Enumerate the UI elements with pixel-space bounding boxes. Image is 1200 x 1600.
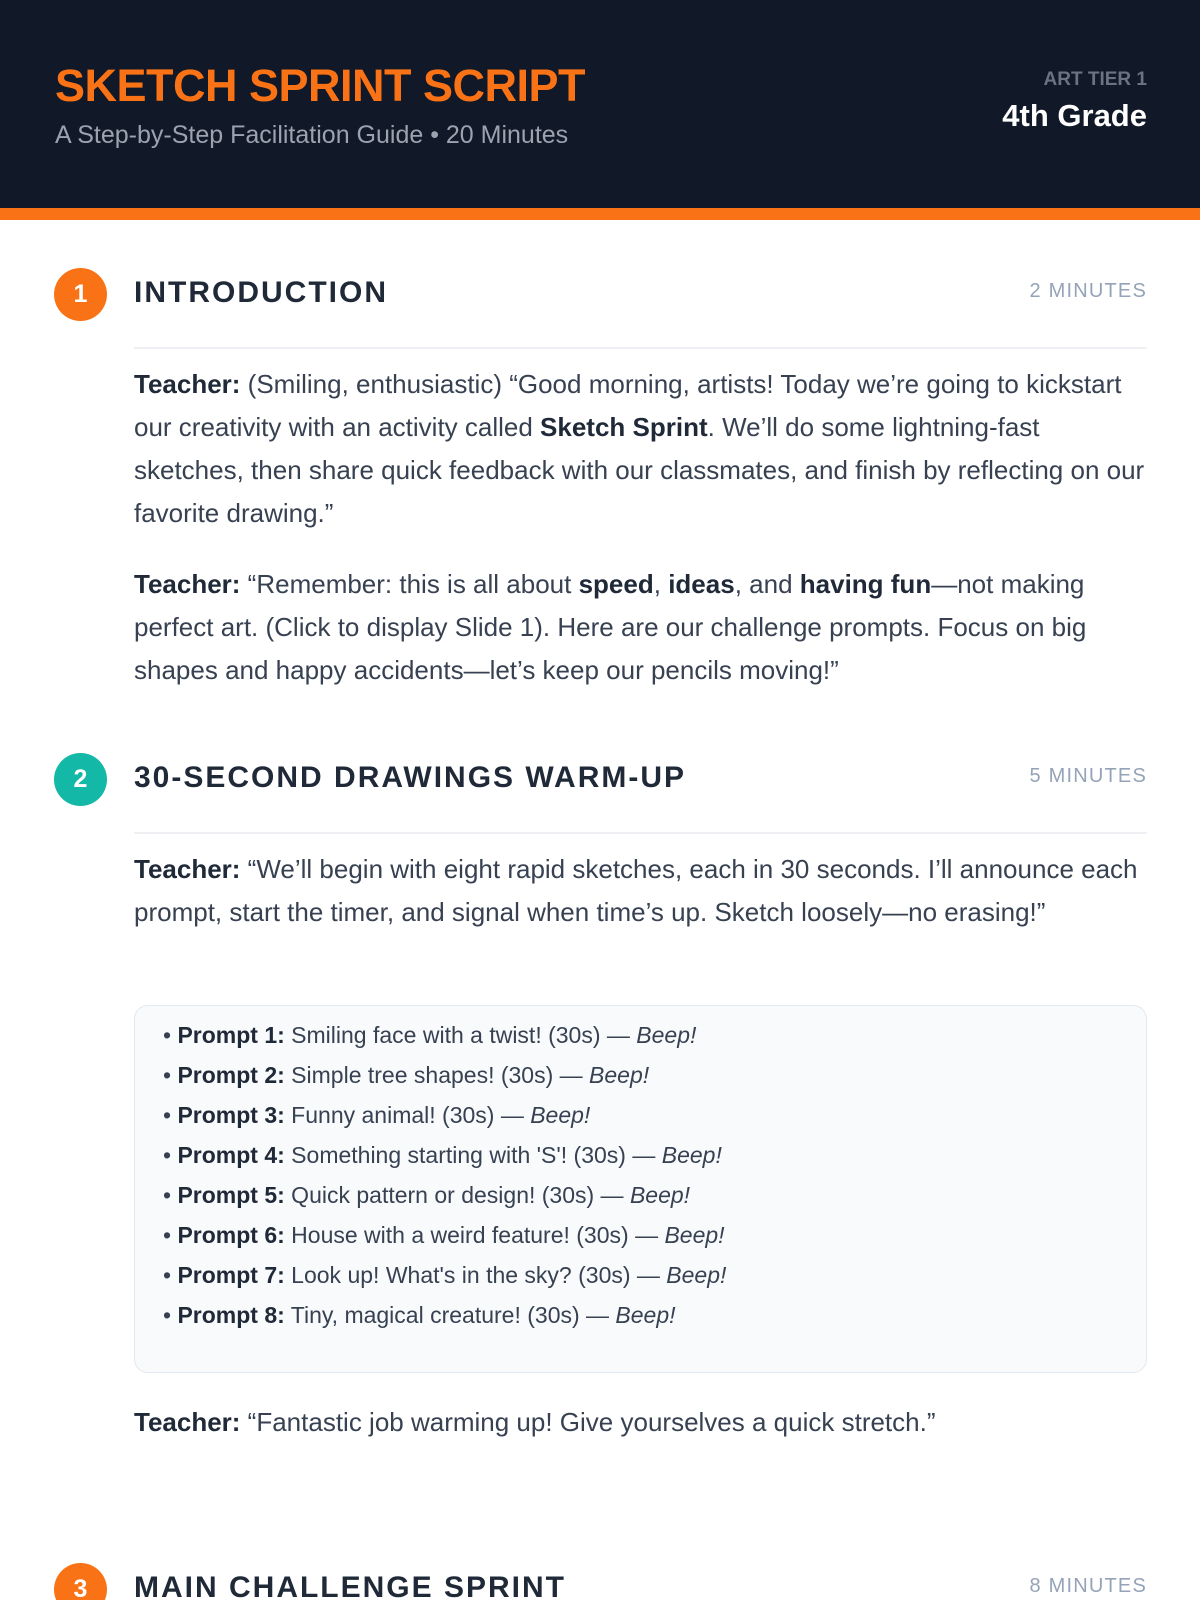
script-text: “Fantastic job warming up! Give yourselves a quick stretch.” — [240, 1407, 936, 1437]
speaker-label: Teacher: — [134, 1407, 241, 1437]
prompt-label: Prompt 2: — [177, 1062, 285, 1088]
section-warm-up-header — [54, 753, 1147, 813]
prompt-list-item: • Prompt 5: Quick pattern or design! (30s) — Beep! — [163, 1182, 691, 1208]
step-number-badge: 3 — [54, 1563, 107, 1600]
section-duration: 5 MINUTES — [1029, 765, 1147, 787]
speaker-label: Teacher: — [134, 569, 241, 599]
prompt-text: Tiny, magical creature! (30s) — — [284, 1302, 616, 1328]
step-number-badge: 2 — [54, 753, 107, 806]
prompt-label: Prompt 3: — [177, 1102, 285, 1128]
prompt-label: Prompt 6: — [177, 1222, 285, 1248]
script-text: . We’ll do some lightning-fast sketches, then share quick feedback with our classmates, and finish by reflecting on our favorite drawing.” — [134, 412, 1145, 528]
header-accent-stripe — [0, 208, 1200, 220]
speaker-label: Teacher: — [134, 369, 241, 399]
art-tier-label: ART TIER 1 — [1043, 69, 1147, 90]
script-text: (Smiling, enthusiastic) “Good morning, artists! Today we’re going to kickstart our creativity with an activity called — [134, 369, 1122, 442]
prompt-list-item: • Prompt 3: Funny animal! (30s) — Beep! — [163, 1102, 591, 1128]
prompt-signal: Beep! — [629, 1182, 691, 1208]
script-text: “We’ll begin with eight rapid sketches, each in 30 seconds. I’ll announce each prompt, start the timer, and signal when time’s up. Sketch loosely—no erasing!” — [134, 854, 1138, 927]
section-title: 30-SECOND DRAWINGS WARM-UP — [134, 761, 687, 794]
document-title: SKETCH SPRINT SCRIPT — [55, 60, 586, 111]
prompt-list-item: • Prompt 8: Tiny, magical creature! (30s) — Beep! — [163, 1302, 676, 1328]
prompt-signal: Beep! — [589, 1062, 650, 1088]
prompt-text: Something starting with 'S'! (30s) — — [284, 1142, 662, 1168]
section-main-challenge-header — [54, 1563, 1147, 1600]
emphasis-text: having fun — [799, 569, 932, 599]
prompt-signal: Beep! — [636, 1022, 697, 1048]
prompt-signal: Beep! — [664, 1222, 725, 1248]
step-number-badge: 1 — [54, 268, 107, 321]
section-title: MAIN CHALLENGE SPRINT — [134, 1571, 566, 1600]
script-text: “Remember: this is all about — [240, 569, 579, 599]
teacher-script-paragraph — [134, 848, 1147, 934]
prompt-text: Quick pattern or design! (30s) — — [284, 1182, 630, 1208]
prompt-list-item: • Prompt 1: Smiling face with a twist! (30s) — Beep! — [163, 1022, 697, 1048]
section-divider — [134, 347, 1147, 349]
script-text: , — [653, 569, 669, 599]
teacher-script-paragraph — [134, 563, 1147, 692]
prompt-text: Simple tree shapes! (30s) — — [284, 1062, 590, 1088]
section-divider — [134, 832, 1147, 834]
prompt-list-item: • Prompt 4: Something starting with 'S'! (30s) — Beep! — [163, 1142, 722, 1168]
document-header — [0, 0, 1200, 208]
document-subtitle: A Step-by-Step Facilitation Guide • 20 Minutes — [55, 121, 569, 149]
prompt-text: Smiling face with a twist! (30s) — — [284, 1022, 637, 1048]
prompt-list-item: • Prompt 2: Simple tree shapes! (30s) — Beep! — [163, 1062, 650, 1088]
activity-name: Sketch Sprint — [540, 412, 708, 442]
script-text: —not making perfect art. (Click to display Slide 1). Here are our challenge prompts. Focus on big shapes and happy accidents—let’s keep our pencils moving!” — [134, 569, 1087, 685]
prompt-signal: Beep! — [666, 1262, 727, 1288]
prompt-label: Prompt 1: — [177, 1022, 285, 1048]
speaker-label: Teacher: — [134, 854, 241, 884]
section-title: INTRODUCTION — [134, 276, 388, 309]
emphasis-text: speed — [578, 569, 654, 599]
prompt-label: Prompt 5: — [177, 1182, 285, 1208]
emphasis-text: ideas — [668, 569, 735, 599]
prompt-signal: Beep! — [530, 1102, 591, 1128]
section-introduction-header — [54, 268, 1147, 328]
section-duration: 2 MINUTES — [1029, 280, 1147, 302]
script-text: , and — [734, 569, 800, 599]
prompt-label: Prompt 4: — [177, 1142, 285, 1168]
prompt-text: Look up! What's in the sky? (30s) — — [284, 1262, 667, 1288]
prompt-signal: Beep! — [615, 1302, 676, 1328]
grade-label: 4th Grade — [1002, 98, 1147, 133]
prompt-list-box — [134, 1005, 1147, 1373]
prompt-text: Funny animal! (30s) — — [284, 1102, 531, 1128]
prompt-label: Prompt 8: — [177, 1302, 285, 1328]
prompt-list-item: • Prompt 6: House with a weird feature! (30s) — Beep! — [163, 1222, 725, 1248]
prompt-label: Prompt 7: — [177, 1262, 285, 1288]
prompt-signal: Beep! — [661, 1142, 722, 1168]
prompt-list-item: • Prompt 7: Look up! What's in the sky? (30s) — Beep! — [163, 1262, 727, 1288]
prompt-text: House with a weird feature! (30s) — — [284, 1222, 665, 1248]
teacher-script-paragraph — [134, 1401, 1147, 1444]
section-duration: 8 MINUTES — [1029, 1575, 1147, 1597]
teacher-script-paragraph — [134, 363, 1147, 535]
